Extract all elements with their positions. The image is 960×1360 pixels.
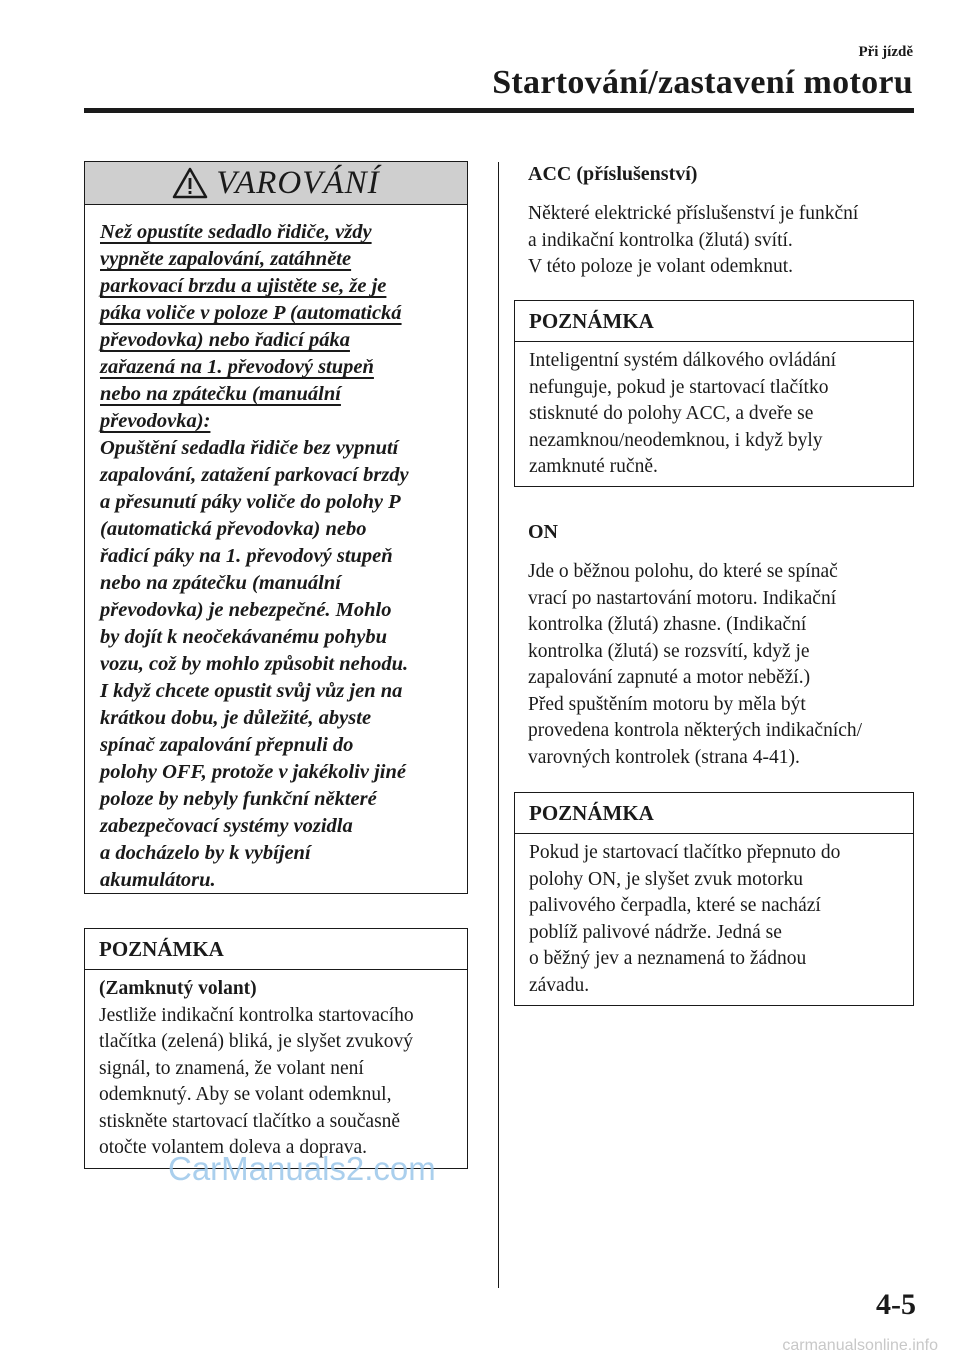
text-line: Než opustíte sedadlo řidiče, vždy	[100, 221, 372, 243]
note-body	[515, 834, 913, 999]
acc-heading: ACC (příslušenství)	[528, 163, 698, 185]
text-line: provedena kontrola některých indikačních/	[528, 720, 863, 741]
text-line: nebo na zpátečku (manuální	[100, 572, 341, 594]
text-line: signál, to znamená, že volant není	[99, 1057, 364, 1079]
column-divider	[498, 162, 499, 1288]
page-title: Startování/zastavení motoru	[492, 64, 913, 101]
text-line: zařazená na 1. převodový stupeň	[100, 356, 374, 378]
note-on	[514, 792, 914, 1006]
note-body	[85, 970, 467, 1162]
text-line: poblíž palivové nádrže. Jedná se	[529, 921, 782, 943]
section-label: Při jízdě	[858, 44, 913, 60]
watermark: CarManuals2.com	[168, 1150, 436, 1187]
text-line: Před spuštěním motoru by měla být	[528, 693, 806, 715]
text-line: a přesunutí páky voliče do polohy P	[100, 491, 401, 513]
text-line: kontrolka (žlutá) se rozsvítí, když je	[528, 640, 810, 662]
text-line: nebo na zpátečku (manuální	[100, 383, 341, 405]
footer-watermark: carmanualsonline.info	[782, 1337, 938, 1354]
warning-body	[85, 205, 467, 894]
text-line: poloze by nebyly funkční některé	[100, 788, 377, 810]
text-line: a indikační kontrolka (žlutá) svítí.	[528, 229, 793, 251]
text-line: odemknutý. Aby se volant odemknul,	[99, 1084, 392, 1105]
text-line: o běžný jev a neznamená to žádnou	[529, 948, 807, 969]
text-line: převodovka) nebo řadicí páka	[100, 329, 350, 351]
text-line: vozu, což by mohlo způsobit nehodu.	[100, 653, 409, 675]
warning-label: VAROVÁNÍ	[216, 164, 380, 201]
text-line: zapalování zapnuté a motor neběží.)	[528, 667, 811, 688]
warning-header	[85, 162, 467, 205]
text-line: krátkou dobu, je důležité, abyste	[100, 707, 372, 729]
text-line: stisknuté do polohy ACC, a dveře se	[529, 403, 814, 424]
text-line: páka voliče v poloze P (automatická	[100, 302, 402, 324]
text-line: řadicí páky na 1. převodový stupeň	[100, 545, 393, 567]
note-acc	[514, 300, 914, 487]
text-line: Opuštění sedadla řidiče bez vypnutí	[100, 437, 399, 459]
warning-box	[84, 161, 468, 894]
text-line: vrací po nastartování motoru. Indikační	[528, 587, 837, 609]
text-line: Inteligentní systém dálkového ovládání	[529, 350, 837, 371]
text-line: parkovací brzdu a ujistěte se, že je	[100, 275, 387, 297]
text-line: závadu.	[529, 974, 590, 996]
text-line: spínač zapalování přepnuli do	[100, 734, 354, 756]
text-line: Jestliže indikační kontrolka startovacího	[99, 1004, 414, 1026]
warning-triangle-icon	[172, 167, 208, 199]
text-line: Pokud je startovací tlačítko přepnuto do	[529, 842, 841, 863]
note-label: POZNÁMKA	[515, 301, 913, 342]
text-line: V této poloze je volant odemknut.	[528, 256, 794, 277]
on-text	[528, 559, 862, 771]
text-line: převodovka) je nebezpečné. Mohlo	[100, 599, 392, 621]
text-line: palivového čerpadla, které se nachází	[529, 895, 821, 916]
note-subtitle: (Zamknutý volant)	[99, 978, 257, 999]
text-line: nezamknou/neodemknou, i když byly	[529, 429, 823, 451]
text-line: zabezpečovací systémy vozidla	[100, 815, 353, 837]
text-line: Jde o běžnou polohu, do které se spínač	[528, 561, 838, 582]
text-line: převodovka):	[100, 410, 211, 432]
page-number: 4-5	[876, 1288, 916, 1321]
text-line: zamknuté ručně.	[529, 456, 658, 477]
note-body	[515, 342, 913, 481]
note-steering-lock	[84, 928, 468, 1169]
text-line: by dojít k neočekávanému pohybu	[100, 626, 387, 648]
text-line: zapalování, zatažení parkovací brzdy	[100, 464, 409, 486]
text-line: (automatická převodovka) nebo	[100, 518, 367, 540]
text-line: tlačítka (zelená) bliká, je slyšet zvukový	[99, 1031, 414, 1052]
header-rule	[84, 108, 914, 113]
text-line: vypněte zapalování, zatáhněte	[100, 248, 352, 270]
on-heading: ON	[528, 521, 558, 543]
text-line: akumulátoru.	[100, 869, 216, 891]
text-line: Některé elektrické příslušenství je funkční	[528, 203, 859, 224]
text-line: polohy OFF, protože v jakékoliv jiné	[100, 761, 406, 783]
text-line: I když chcete opustit svůj vůz jen na	[100, 680, 403, 702]
text-line: polohy ON, je slyšet zvuk motorku	[529, 868, 804, 890]
acc-text	[528, 201, 858, 281]
note-label: POZNÁMKA	[85, 929, 467, 970]
text-line: otočte volantem doleva a doprava.	[99, 1137, 368, 1158]
text-line: a docházelo by k vybíjení	[100, 842, 311, 864]
note-label: POZNÁMKA	[515, 793, 913, 834]
text-line: stiskněte startovací tlačítko a současně	[99, 1110, 401, 1132]
text-line: varovných kontrolek (strana 4-41).	[528, 746, 800, 768]
text-line: kontrolka (žlutá) zhasne. (Indikační	[528, 614, 807, 635]
text-line: nefunguje, pokud je startovací tlačítko	[529, 376, 829, 398]
